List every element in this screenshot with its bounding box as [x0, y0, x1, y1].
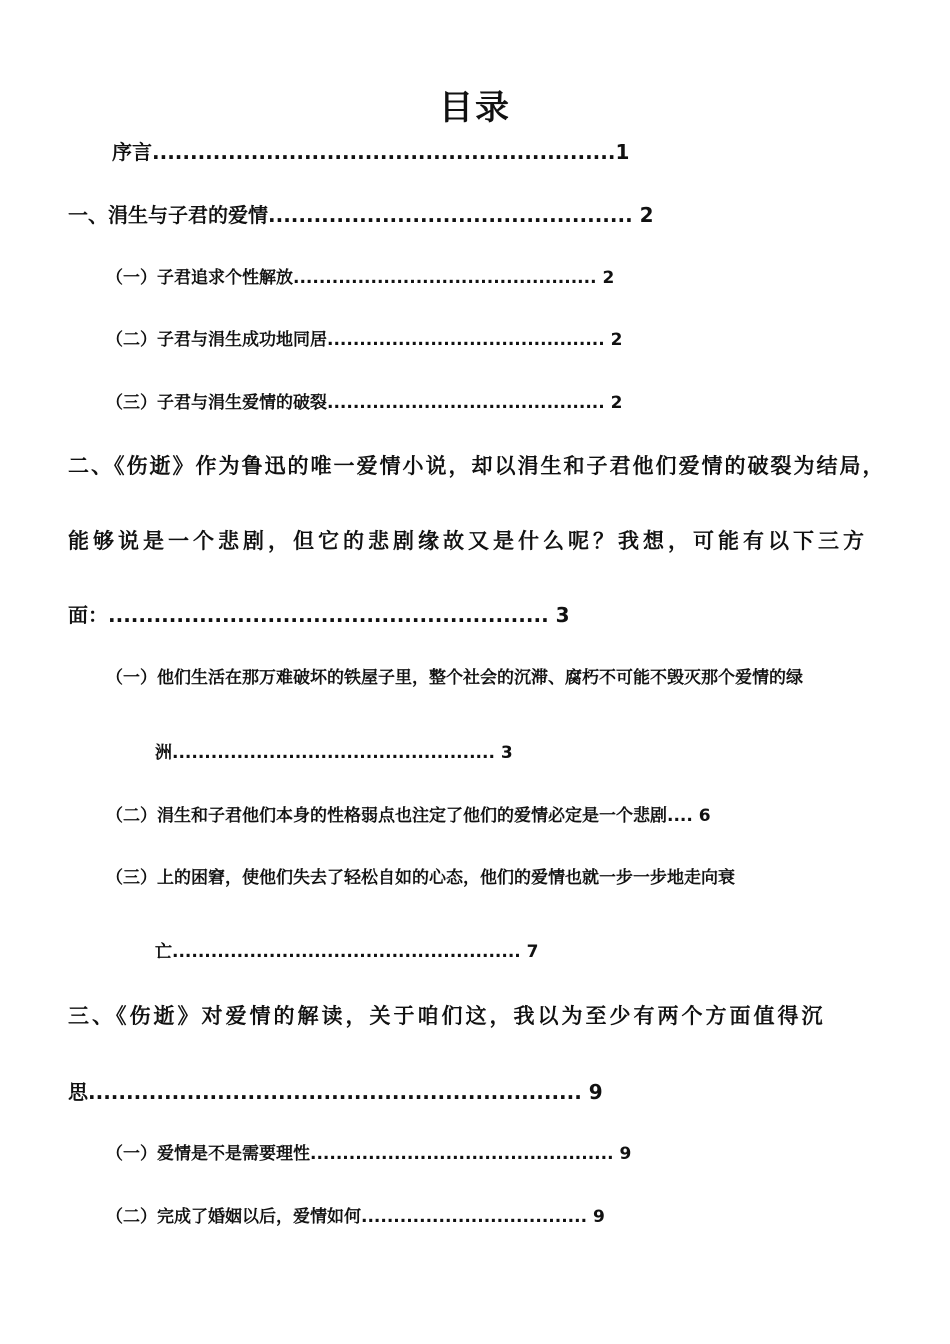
toc-entry-chapter-2-line-3[interactable]: 面：.......................................................... 3	[68, 603, 570, 627]
toc-entry-1-1[interactable]: （一）子君追求个性解放............................................... 2	[106, 268, 615, 288]
toc-entry-3-1[interactable]: （一）爱情是不是需要理性............................................... 9	[106, 1144, 632, 1164]
toc-entry-2-3-line-1[interactable]: （三）上的困窘，使他们失去了轻松自如的心态，他们的爱情也就一步一步地走向衰	[106, 868, 735, 888]
page-title: 目录	[439, 88, 511, 128]
toc-entry-chapter-3-line-2[interactable]: 思................................................................. 9	[68, 1080, 603, 1104]
toc-entry-3-2[interactable]: （二）完成了婚姻以后，爱情如何................................... 9	[106, 1207, 605, 1227]
toc-entry-preface[interactable]: 序言.............................................................1	[112, 140, 630, 164]
toc-entry-chapter-2-line-1[interactable]: 二、《伤逝》作为鲁迅的唯一爱情小说，却以涓生和子君他们爱情的破裂为结局，	[68, 454, 886, 478]
toc-entry-1-2[interactable]: （二）子君与涓生成功地同居........................................... 2	[106, 330, 623, 350]
toc-entry-2-1-line-2[interactable]: 洲.................................................. 3	[155, 743, 513, 763]
toc-entry-2-3-line-2[interactable]: 亡...................................................... 7	[155, 942, 539, 962]
toc-entry-chapter-3-line-1[interactable]: 三、《伤逝》对爱情的解读，关于咱们这，我以为至少有两个方面值得沉	[68, 1004, 826, 1028]
toc-entry-chapter-1[interactable]: 一、涓生与子君的爱情................................................ 2	[68, 203, 654, 227]
toc-entry-2-2[interactable]: （二）涓生和子君他们本身的性格弱点也注定了他们的爱情必定是一个悲剧.... 6	[106, 806, 711, 826]
toc-entry-1-3[interactable]: （三）子君与涓生爱情的破裂........................................... 2	[106, 393, 623, 413]
toc-entry-2-1-line-1[interactable]: （一）他们生活在那万难破坏的铁屋子里，整个社会的沉滞、腐朽不可能不毁灭那个爱情的绿	[106, 668, 803, 688]
toc-entry-chapter-2-line-2[interactable]: 能够说是一个悲剧，但它的悲剧缘故又是什么呢？我想，可能有以下三方	[68, 529, 868, 553]
